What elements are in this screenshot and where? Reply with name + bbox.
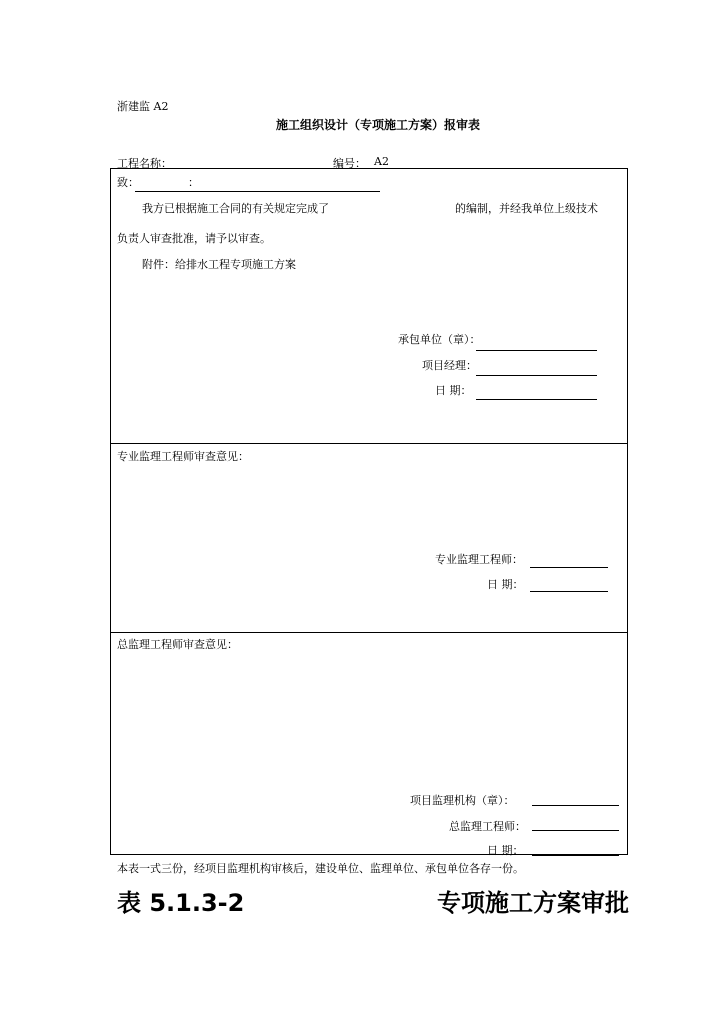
supervision-org-label: 项目监理机构（章）： [410,794,515,807]
body-line1-right: 的编制，并经我单位上级技术 [455,202,598,215]
section-divider-2 [110,632,628,633]
date-line-2[interactable] [530,591,608,592]
addressee-line[interactable] [135,191,380,192]
chief-engineer-label: 总监理工程师： [449,820,526,833]
form-title: 施工组织设计（专项施工方案）报审表 [276,118,481,132]
contractor-line[interactable] [476,350,597,351]
to-colon: ： [188,176,199,189]
supervision-org-line[interactable] [532,805,619,806]
project-name-label: 工程名称： [117,157,172,170]
section-divider-1 [110,443,628,444]
body-line2: 负责人审查批准，请予以审查。 [117,232,271,245]
number-label: 编号： [333,157,366,170]
body-line1-left: 我方已根据施工合同的有关规定完成了 [142,202,329,215]
date-label-1: 日 期： [435,384,472,397]
chief-engineer-line[interactable] [532,830,619,831]
pm-label: 项目经理： [422,359,477,372]
copies-note: 本表一式三份，经项目监理机构审核后，建设单位、监理单位、承包单位各存一份。 [117,862,524,875]
caption-title: 专项施工方案审批 [437,889,629,917]
date-label-3: 日 期： [487,844,524,857]
date-line-3[interactable] [532,855,619,856]
pm-line[interactable] [476,375,597,376]
chief-opinion-heading: 总监理工程师审查意见： [117,638,238,651]
date-line-1[interactable] [476,399,597,400]
specialist-opinion-heading: 专业监理工程师审查意见： [117,450,249,463]
specialist-engineer-line[interactable] [530,567,608,568]
number-value: A2 [374,155,389,168]
to-label: 致： [117,176,139,189]
caption-table-number: 表 5.1.3-2 [117,889,245,917]
attachment-text: 附件：给排水工程专项施工方案 [142,258,296,271]
doc-code: 浙建监 A2 [117,100,169,113]
specialist-engineer-label: 专业监理工程师： [435,553,523,566]
contractor-label: 承包单位（章）： [398,333,481,346]
date-label-2: 日 期： [487,578,524,591]
